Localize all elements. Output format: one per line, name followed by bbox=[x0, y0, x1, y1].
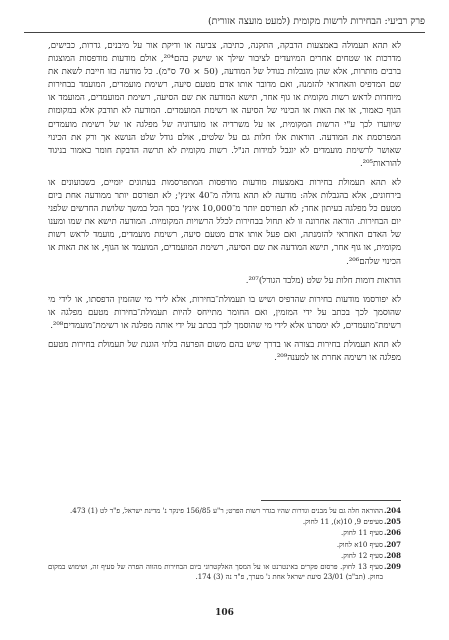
footnote bbox=[48, 528, 401, 538]
footnote-number: 207. bbox=[383, 539, 401, 549]
footnote bbox=[48, 506, 401, 516]
paragraph: הוראות דומות חלות על שלט (מלבד הגודל)²⁰⁷. bbox=[245, 275, 401, 286]
footnote-text: סעיף 10א לחוק. bbox=[336, 540, 383, 549]
footnote-text: סעיף 13 לחוק. פרסום פקרים באינטרנט או על המסך האלקטרוני ביום הבחירות מהווה הפרה של סעיף זה, ושימוש במקום בחוק. (תב"ב) 23/01 סיעת ישראל אחת נ' מערך, פ"ד נה (3) 174. bbox=[48, 563, 383, 582]
footnote bbox=[48, 540, 401, 550]
footnote-text: סעיף 11 לחוק. bbox=[341, 529, 383, 538]
footnote bbox=[48, 517, 401, 527]
footnote-number: 206. bbox=[383, 528, 401, 538]
footnote-text: סעיפים 9, 10(א), 11 לחוק. bbox=[302, 518, 383, 527]
footnote-divider bbox=[261, 500, 401, 501]
footnote bbox=[48, 562, 401, 582]
paragraph: לא תהא תעמולת בחירות באמצעות מודעות מודפסות המתפרסמות בעתונים יומיים, בשבועונים או בירחונים, אלא בהגבלות אלה: מודעה לא תהא גדולה מ־40 אינץ'; לא תפורסם יותר ממודעה אחת ביום מטעם כל מפלגה בעיתון אחד; לא תפורסם יותר מ־10,000 אינץ' בסך הכל במשך שלושת החדשים שלפני יום הבחירות. הוראה אחרונה זו לא תחול בבחירות לכלל הרשויות המקומיות. המודעה תישא את שמו ומענו של האדם האחראי להזמנתה, ואם פעל אותו אדם מטעם סיעה, רשימת מועמדים, מועמד לראש רשות מקומית, או גוף אחר, תישא המודעה את שם הסיעה, רשימת המועמדים, המועמד או הגוף, או את האות או הכינוי שלהם²⁰⁶. bbox=[48, 177, 401, 267]
footnote-number: 208. bbox=[383, 550, 401, 560]
body-text bbox=[48, 40, 401, 371]
footnote-number: 205. bbox=[383, 517, 401, 527]
footnote-text: סעיף 12 לחוק. bbox=[341, 551, 383, 560]
page-number: 106 bbox=[215, 608, 234, 618]
running-title: פרק רביעי: הבחירות לרשות מקומית (למעט מועצה אזורית) bbox=[207, 16, 425, 27]
paragraph: לא יפורסמו מודעות בחירות שהדפיס ושיש בו תעמולת־בחירות, אלא לידי מי שהזמין הדפסתו, או לידי מי שהוסמך לכך בכתב על ידי המזמין, ואם החומר מתייחס להיות תעמולת־בחירות מטעם מפלגה או רשימת־מועמדים, לא ימסרנו אלא לידי מי שהוסמך לכך בכתב על ידי אותה מפלגה או רשימת־מועמדים²⁰⁸. bbox=[48, 294, 401, 331]
footnote-text: ההוראה חלה גם על מבנים וגדרות שהיו בגדר רשות הפרט; ר"ע 156/85 פינקר נ' מדינת ישראל, פ"ד לט (1) 473. bbox=[70, 507, 383, 515]
paragraph: לא תהא תעמולת בחירות בצורה או בדרך שיש בהם משום הפרעה בלתי הוגנת של תעמולת בחירות מטעם מפלגה או רשימה אחרת או למענה²⁰⁹. bbox=[48, 339, 401, 364]
footnote bbox=[48, 551, 401, 561]
footnote-number: 204. bbox=[383, 506, 401, 515]
paragraph: לא תהא תעמולה באמצעות הדבקה, התקנה, כתיבה, צביעה או ודיקת אור על מיבנים, גדרות, כבישים, מדרכות או שטחים אחרים המיועדים לציבור שילך או שישק בהם²⁰⁴, אולם מודעות מודפסות המוצגות ברבים מותרות, אלא שהן מוגבלות בגודל של המודעה, (50 × 70 ס"מ). כל מודעה כזו חייבת לשאת את שם המדפיס והאחראי להזמנה, ואם מדובר אותו אדם מטעם סיעה, רשימת מועמדים, המועמד בבחירות מיוחדות לראש רשות מקומית או גוף אחר, תישא המודעה את שם הסיעה, רשימת המועמדים, המועמד או הגוף כאמור, או את האות או הכינוי של הסיעה או רשימת המועמדים. המודעה לא תודבק אלא במקומות שיוועדו לכך ע"י הרשות המקומית, או על משרדיה או מועדוניה של מפלגה או של רשימת מועמדים המפרסמת את המודעה. הוראות אלו חלות גם על שלטים, אולם גודל שלט הנושא אך ורק את הכינוי שאושר לרשימת מועמדים לא יוגבל למידות הנ"ל. רשות מקומית לא תרשה הדבקת חומר כאמור בניגוד להוראות²⁰⁵. bbox=[48, 41, 401, 169]
running-header bbox=[24, 16, 425, 33]
footnote-number: 209. bbox=[383, 562, 401, 572]
footnotes bbox=[48, 506, 401, 583]
